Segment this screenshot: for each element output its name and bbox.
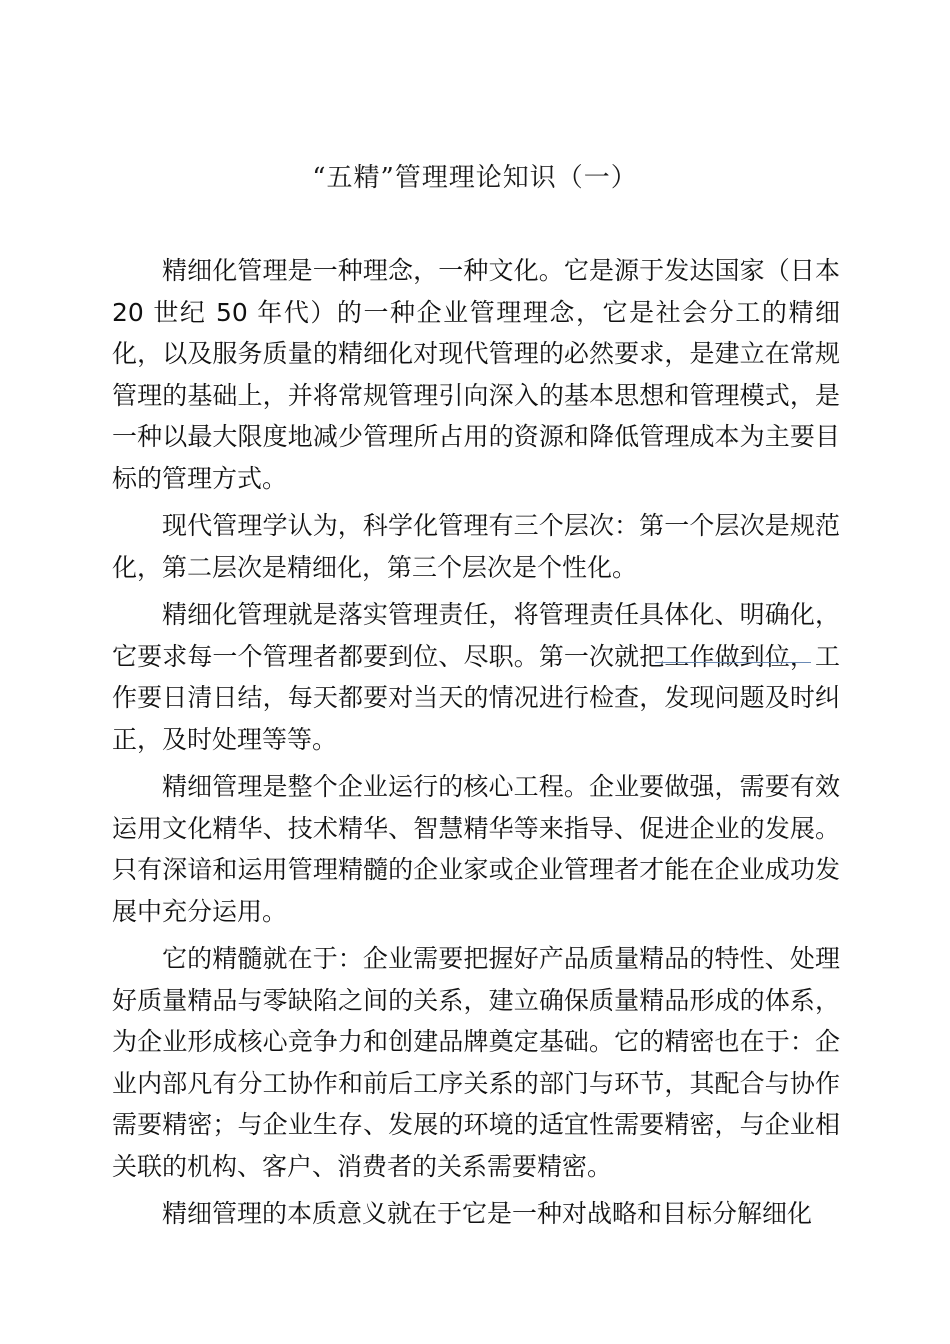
paragraph-2: 现代管理学认为，科学化管理有三个层次：第一个层次是规范化，第二层次是精细化，第三个层次是个性化。 — [112, 511, 840, 582]
paragraph-6: 精细管理的本质意义就在于它是一种对战略和目标分解细化 — [162, 1199, 813, 1228]
paragraph-1: 精细化管理是一种理念，一种文化。它是源于发达国家（日本 20 世纪 50 年代）的一种企业管理理念，它是社会分工的精细化，以及服务质量的精细化对现代管理的必然要求，是建立在常规管理的基础上，并将常规管理引向深入的基本思想和管理模式，是一种以最大限度地减少管理所占用的资源和降低管理成本为主要目标的管理方式。 — [112, 256, 840, 493]
paragraph-3: 精细化管理就是落实管理责任，将管理责任具体化、明确化，它要求每一个管理者都要到位、尽职。第一次就把工作做到位，工作要日清日结，每天都要对当天的情况进行检查，发现问题及时纠正，及时处理等等。 — [112, 600, 840, 754]
text-underline-mark — [655, 662, 811, 663]
document-title: “五精”管理理论知识（一） — [312, 163, 638, 193]
paragraph-5: 它的精髓就在于：企业需要把握好产品质量精品的特性、处理好质量精品与零缺陷之间的关系，建立确保质量精品形成的体系，为企业形成核心竞争力和创建品牌奠定基础。它的精密也在于：企业内部凡有分工协作和前后工序关系的部门与环节，其配合与协作需要精密；与企业生存、发展的环境的适宜性需要精密，与企业相关联的机构、客户、消费者的关系需要精密。 — [112, 944, 840, 1181]
paragraph-4: 精细管理是整个企业运行的核心工程。企业要做强，需要有效运用文化精华、技术精华、智慧精华等来指导、促进企业的发展。只有深谙和运用管理精髓的企业家或企业管理者才能在企业成功发展中充分运用。 — [112, 772, 840, 926]
document-body — [112, 250, 840, 1241]
